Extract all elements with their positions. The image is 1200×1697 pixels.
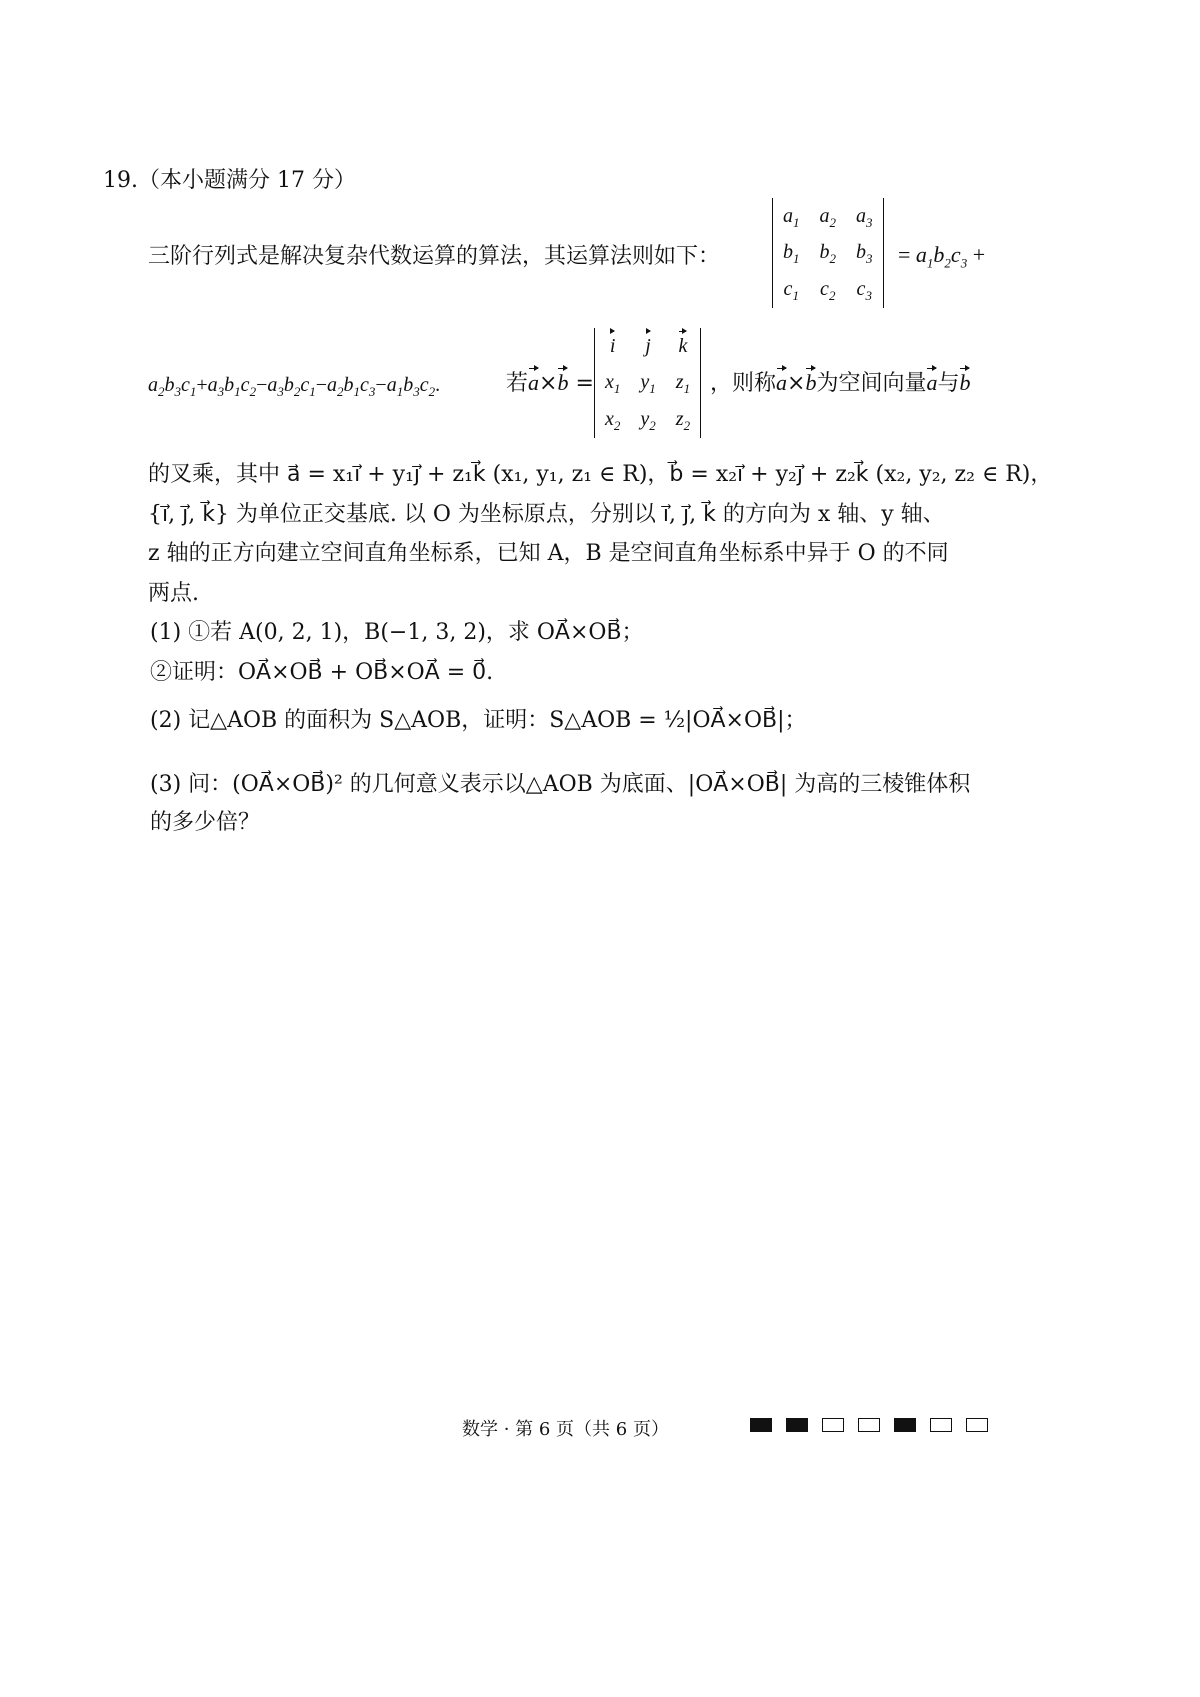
- det-cell: k: [678, 334, 688, 357]
- determinant-3x3: [772, 198, 884, 308]
- footer-mark-empty: [930, 1418, 952, 1432]
- det-cell: $c_2$: [820, 278, 836, 304]
- part-1-b: ②证明：OA⃗×OB⃗ + OB⃗×OA⃗ = 0⃗.: [150, 660, 494, 685]
- text-line-6: 两点.: [148, 581, 199, 606]
- footer-mark-empty: [858, 1418, 880, 1432]
- det-cell: $b_1$: [783, 241, 800, 267]
- det-cell: $a_1$: [783, 204, 800, 230]
- cross-determinant: [594, 328, 701, 438]
- expansion-tail: = $a_1b_2c_3$ +: [898, 242, 986, 271]
- det-cell: $z_1$: [675, 371, 691, 397]
- det-cell: $x_1$: [605, 371, 621, 397]
- page-footer: 数学 · 第 6 页（共 6 页）: [462, 1419, 669, 1440]
- det-cell: $c_3$: [856, 278, 872, 304]
- text-line-3: 的叉乘，其中 a⃗ = x₁i⃗ + y₁j⃗ + z₁k⃗ (x₁, y₁, z₁ ∈ R)，b⃗ = x₂i⃗ + y₂j⃗ + z₂k⃗ (x₂, y₂, z₂ ∈ R)，: [148, 462, 1053, 487]
- footer-mark-filled: [786, 1418, 808, 1432]
- text-line-4: {i⃗, j⃗, k⃗} 为单位正交基底. 以 O 为坐标原点，分别以 i⃗, j⃗, k⃗ 的方向为 x 轴、y 轴、: [148, 502, 945, 527]
- answer-sheet-marks: [736, 1414, 988, 1433]
- det-cell: $x_2$: [605, 408, 621, 434]
- cross-definition-lead: 若a×b =: [506, 370, 594, 396]
- footer-mark-empty: [966, 1418, 988, 1432]
- det-cell: $a_3$: [856, 204, 873, 230]
- part-2: (2) 记△AOB 的面积为 S△AOB，证明：S△AOB = ½|OA⃗×OB⃗|；: [150, 708, 807, 733]
- text-line-5: z 轴的正方向建立空间直角坐标系，已知 A，B 是空间直角坐标系中异于 O 的不同: [148, 541, 949, 566]
- score-note: （本小题满分 17 分）: [138, 168, 356, 193]
- part-3-a: (3) 问：(OA⃗×OB⃗)² 的几何意义表示以△AOB 为底面、|OA⃗×OB⃗| 为高的三棱锥体积: [150, 772, 971, 797]
- question-number: 19.: [103, 168, 138, 193]
- det-cell: $z_2$: [675, 408, 691, 434]
- det-cell: $b_2$: [819, 241, 836, 267]
- det-cell: $b_3$: [856, 241, 873, 267]
- det-cell: $c_1$: [783, 278, 799, 304]
- det-cell: $y_1$: [640, 371, 656, 397]
- intro-text: 三阶行列式是解决复杂代数运算的算法，其运算法则如下：: [148, 244, 721, 269]
- det-cell: i: [609, 334, 616, 357]
- det-cell: $y_2$: [640, 408, 656, 434]
- footer-mark-empty: [822, 1418, 844, 1432]
- footer-mark-filled: [894, 1418, 916, 1432]
- det-cell: j: [645, 334, 651, 357]
- part-3-b: 的多少倍？: [150, 810, 261, 835]
- footer-mark-filled: [750, 1418, 772, 1432]
- part-1-a: (1) ①若 A(0, 2, 1)，B(−1, 3, 2)，求 OA⃗×OB⃗；: [150, 620, 644, 645]
- question-header: [103, 170, 356, 192]
- cross-definition-tail: ，则称a×b为空间向量a与b: [710, 370, 971, 396]
- expansion-continuation: $a_2b_3c_1+a_3b_1c_2-a_3b_2c_1-a_2b_1c_3-a_1b_3c_2$.: [148, 374, 441, 399]
- det-cell: $a_2$: [819, 204, 836, 230]
